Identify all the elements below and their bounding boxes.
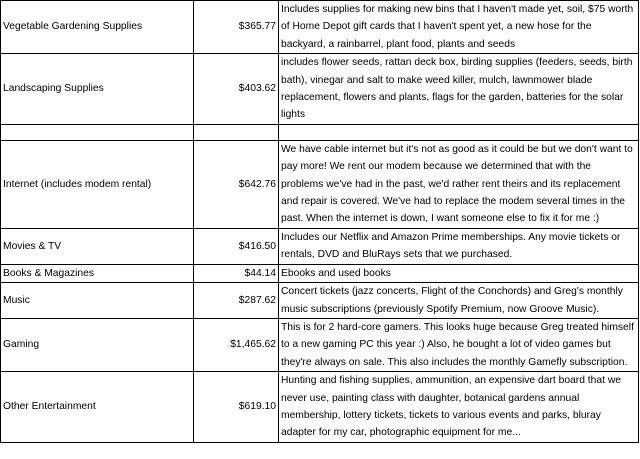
note-cell: Hunting and fishing supplies, ammunition, an expensive dart board that we never use, painting class with daughter, botanical gardens annual membership, lottery tickets, tickets to various events and parks, bluray adapter for my car, photographic equipment for me...	[279, 372, 639, 443]
table-row	[1, 264, 639, 282]
category-cell: Vegetable Gardening Supplies	[1, 1, 194, 54]
category-cell: Music	[1, 283, 194, 319]
category-cell	[1, 124, 194, 140]
note-cell: Includes our Netflix and Amazon Prime memberships. Any movie tickets or rentals, DVD and BluRays sets that we purchased.	[279, 228, 639, 264]
amount-cell	[194, 124, 279, 140]
amount-cell: $1,465.62	[194, 318, 279, 371]
table-row	[1, 140, 639, 228]
category-cell: Gaming	[1, 318, 194, 371]
note-cell: We have cable internet but it's not as good as it could be but we don't want to pay more! We rent our modem because we determined that with the problems we've had in the past, we'd rather rent theirs and its replacement and repair is covered. We've had to replace the modem several times in the past. When the internet is down, I want someone else to fix it for me :)	[279, 140, 639, 228]
table-row	[1, 318, 639, 371]
note-cell: includes flower seeds, rattan deck box, birding supplies (feeders, seeds, birth bath), vinegar and salt to make weed killer, mulch, lawnmower blade replacement, flowers and plants, flags for the garden, batteries for the solar lights	[279, 54, 639, 125]
table-row	[1, 54, 639, 125]
note-cell: Ebooks and used books	[279, 264, 639, 282]
amount-cell: $287.62	[194, 283, 279, 319]
category-cell: Landscaping Supplies	[1, 54, 194, 125]
table-row	[1, 372, 639, 443]
table-row	[1, 283, 639, 319]
amount-cell: $44.14	[194, 264, 279, 282]
category-cell: Other Entertainment	[1, 372, 194, 443]
amount-cell: $619.10	[194, 372, 279, 443]
amount-cell: $403.62	[194, 54, 279, 125]
amount-cell: $365.77	[194, 1, 279, 54]
note-cell: Includes supplies for making new bins that I haven't made yet, soil, $75 worth of Home Depot gift cards that I haven't spent yet, a new hose for the backyard, a rainbarrel, plant food, plants and seeds	[279, 1, 639, 54]
note-cell: Concert tickets (jazz concerts, Flight of the Conchords) and Greg's monthly music subscriptions (previously Spotify Premium, now Groove Music).	[279, 283, 639, 319]
amount-cell: $416.50	[194, 228, 279, 264]
table-row	[1, 124, 639, 140]
category-cell: Movies & TV	[1, 228, 194, 264]
category-cell: Books & Magazines	[1, 264, 194, 282]
amount-cell: $642.76	[194, 140, 279, 228]
table-row	[1, 228, 639, 264]
table-row	[1, 1, 639, 54]
note-cell: This is for 2 hard-core gamers. This looks huge because Greg treated himself to a new gaming PC this year :) Also, he bought a lot of video games but they're always on sale. This also includes the monthly Gamefly subscription.	[279, 318, 639, 371]
note-cell	[279, 124, 639, 140]
category-cell: Internet (includes modem rental)	[1, 140, 194, 228]
